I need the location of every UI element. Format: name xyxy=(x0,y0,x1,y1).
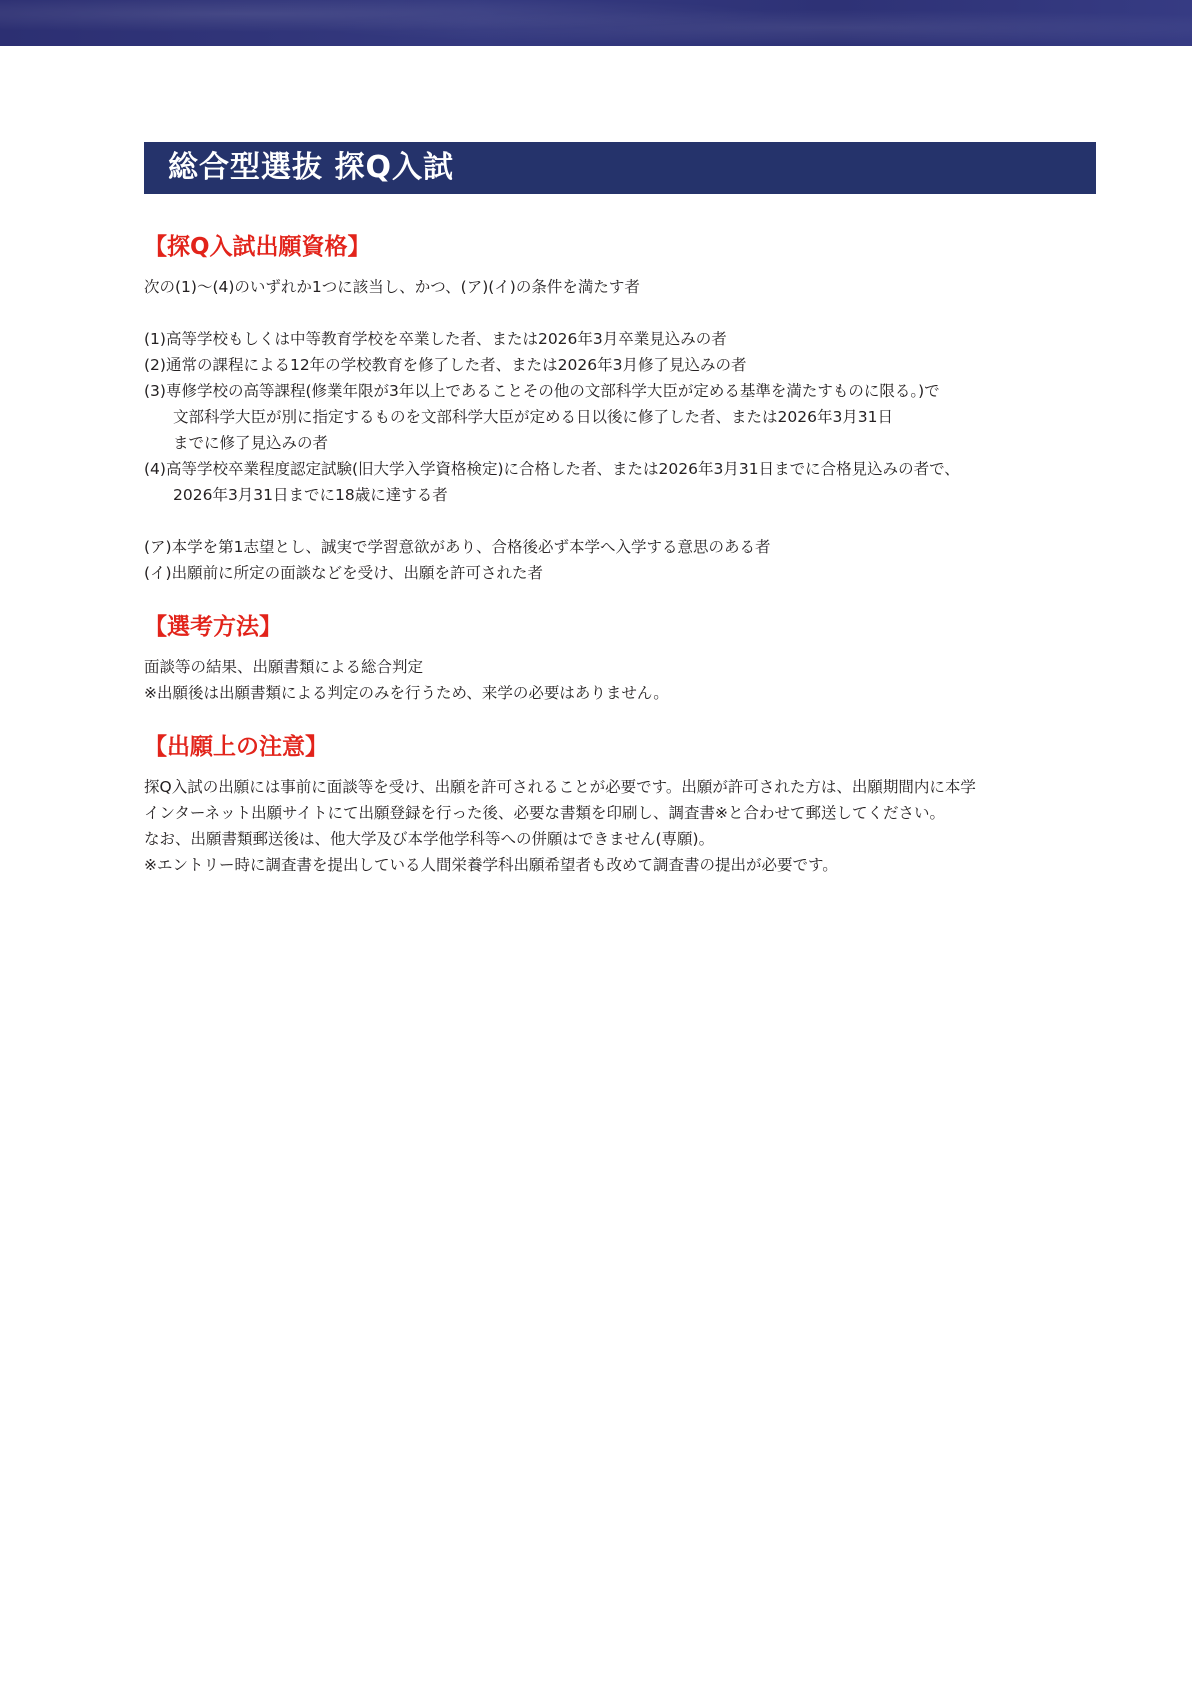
top-decorative-band xyxy=(0,0,1192,46)
notes-line: なお、出願書類郵送後は、他大学及び本学他学科等への併願はできません(専願)。 xyxy=(144,830,715,848)
qualification-item-continuation: までに修了見込みの者 xyxy=(173,434,329,452)
notes-line: 探Q入試の出願には事前に面談等を受け、出願を許可されることが必要です。出願が許可された方は、出願期間内に本学 xyxy=(144,778,976,796)
qualification-list xyxy=(144,326,1096,508)
qualification-item: (1)高等学校もしくは中等教育学校を卒業した者、または2026年3月卒業見込みの者 xyxy=(144,330,727,348)
qualification-heading: 【探Q入試出願資格】 xyxy=(144,234,371,260)
condition-list xyxy=(144,534,1096,586)
page-content xyxy=(144,142,1096,878)
method-line: ※出願後は出願書類による判定のみを行うため、来学の必要はありません。 xyxy=(144,684,669,702)
qualification-item: (2)通常の課程による12年の学校教育を修了した者、または2026年3月修了見込みの者 xyxy=(144,356,747,374)
qualification-item-continuation: 2026年3月31日までに18歳に達する者 xyxy=(173,486,448,504)
qualification-item-continuation: 文部科学大臣が別に指定するものを文部科学大臣が定める日以後に修了した者、または2026年3月31日 xyxy=(173,408,894,426)
notes-line: インターネット出願サイトにて出願登録を行った後、必要な書類を印刷し、調査書※と合わせて郵送してください。 xyxy=(144,804,946,822)
application-notes-heading: 【出願上の注意】 xyxy=(144,734,328,760)
notes-line: ※エントリー時に調査書を提出している人間栄養学科出願希望者も改めて調査書の提出が必要です。 xyxy=(144,856,838,874)
condition-item: (イ)出願前に所定の面談などを受け、出願を許可された者 xyxy=(144,564,543,582)
qualification-item: (4)高等学校卒業程度認定試験(旧大学入学資格検定)に合格した者、または2026年3月31日までに合格見込みの者で、 xyxy=(144,460,960,478)
page-title: 総合型選抜 探Q入試 xyxy=(144,142,1096,194)
selection-method-heading: 【選考方法】 xyxy=(144,614,282,640)
selection-method-text xyxy=(144,654,1096,706)
qualification-item: (3)専修学校の高等課程(修業年限が3年以上であることその他の文部科学大臣が定める基準を満たすものに限る。)で xyxy=(144,382,940,400)
method-line: 面談等の結果、出願書類による総合判定 xyxy=(144,658,424,676)
qualification-intro: 次の(1)〜(4)のいずれか1つに該当し、かつ、(ア)(イ)の条件を満たす者 xyxy=(144,278,640,296)
application-notes-text xyxy=(144,774,1096,878)
condition-item: (ア)本学を第1志望とし、誠実で学習意欲があり、合格後必ず本学へ入学する意思のある者 xyxy=(144,538,771,556)
